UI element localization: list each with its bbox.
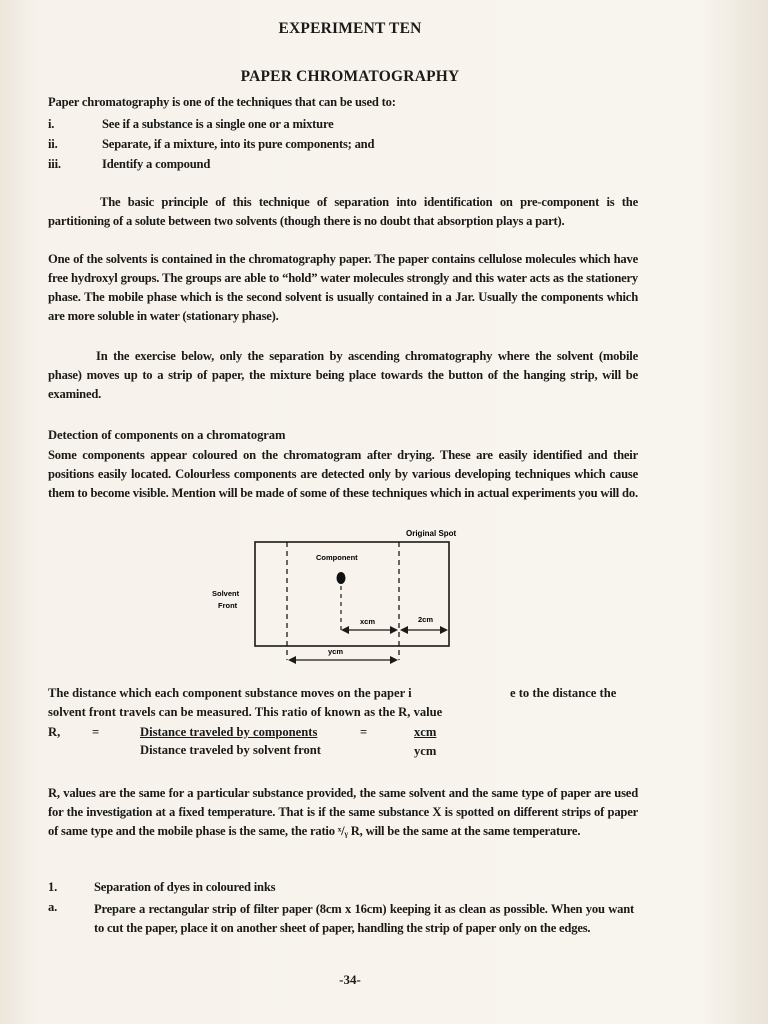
- experiment-title: EXPERIMENT TEN: [278, 20, 422, 37]
- page-number: -34-: [339, 972, 361, 987]
- rf-symbol: R,: [48, 725, 61, 739]
- rf-numerator: Distance traveled by components: [140, 725, 318, 739]
- list-item-number: ii.: [48, 137, 58, 151]
- rf-y-value: ycm: [414, 744, 437, 758]
- arrowhead: [390, 656, 398, 664]
- list-item-text: Separate, if a mixture, into its pure components; and: [102, 137, 375, 151]
- paragraph-principle: The basic principle of this technique of separation into identification on pre-component is the partitioning of a solute between two solvents (though there is no doubt that absorption plays a part).: [48, 195, 638, 228]
- section-number: 1.: [48, 880, 58, 894]
- ycm-label: ycm: [328, 647, 344, 656]
- original-spot-label: Original Spot: [406, 529, 457, 538]
- list-item-text: Identify a compound: [102, 157, 211, 171]
- component-label: Component: [316, 553, 358, 562]
- section-step-text: Prepare a rectangular strip of filter paper (8cm x 16cm) keeping it as clean as possible. When you want to cut the paper, place it on another sheet of paper, handling the strip of paper only on the edges.: [94, 902, 634, 935]
- main-title: PAPER CHROMATOGRAPHY: [240, 68, 460, 85]
- solvent-front-label: Solvent: [212, 589, 240, 598]
- list-item-text: See if a substance is a single one or a mixture: [102, 117, 334, 131]
- rf-x-value: xcm: [414, 725, 437, 739]
- xcm-label: xcm: [360, 617, 376, 626]
- rf-paragraph-end: e to the distance the: [510, 686, 617, 700]
- equals-sign: =: [92, 725, 100, 739]
- solvent-front-label: Front: [218, 601, 238, 610]
- list-item-number: a.: [48, 900, 58, 914]
- detection-paragraph: Some components appear coloured on the chromatogram after drying. These are easily identified and their positions easily located. Colourless components are detected only by various developing techniques which cause them to become visible. Mention will be made of some of these techniques which in actual experiments you will do.: [48, 448, 638, 500]
- chromatogram-diagram: [200, 522, 480, 672]
- section-heading: Separation of dyes in coloured inks: [94, 880, 276, 894]
- arrowhead: [440, 626, 448, 634]
- list-item-number: iii.: [48, 157, 61, 171]
- rf-paragraph-2: R, values are the same for a particular substance provided, the same solvent and the same type of paper are used for the investigation at a fixed temperature. That is if the same substance X is spotted on different strips of paper of same type and the mobile phase is the same, the ratio ˣ/ᵧ R, will be the same at the same temperature.: [48, 786, 638, 838]
- arrowhead: [400, 626, 408, 634]
- arrowhead: [341, 626, 349, 634]
- arrowhead: [288, 656, 296, 664]
- paragraph-solvents: One of the solvents is contained in the chromatography paper. The paper contains cellulose molecules which have free hydroxyl groups. The groups are able to “hold” water molecules strongly and this water acts as the stationery phase. The mobile phase which is the second solvent is usually contained in a Jar. Usually the components which are more soluble in water (stationary phase).: [48, 252, 638, 323]
- intro-lead: Paper chromatography is one of the techniques that can be used to:: [48, 95, 396, 109]
- twocm-label: 2cm: [418, 615, 434, 624]
- rf-paragraph-line2: solvent front travels can be measured. This ratio of known as the R, value: [48, 705, 443, 719]
- detection-heading: Detection of components on a chromatogram: [48, 428, 286, 442]
- arrowhead: [390, 626, 398, 634]
- rf-denominator: Distance traveled by solvent front: [140, 743, 321, 757]
- component-spot: [337, 572, 346, 584]
- paragraph-exercise: In the exercise below, only the separation by ascending chromatography where the solvent (mobile phase) moves up to a strip of paper, the mixture being place towards the button of the hanging strip, will be examined.: [48, 349, 638, 401]
- list-item-number: i.: [48, 117, 55, 131]
- equals-sign: =: [360, 725, 368, 739]
- rf-paragraph-start: The distance which each component substance moves on the paper i: [48, 686, 412, 700]
